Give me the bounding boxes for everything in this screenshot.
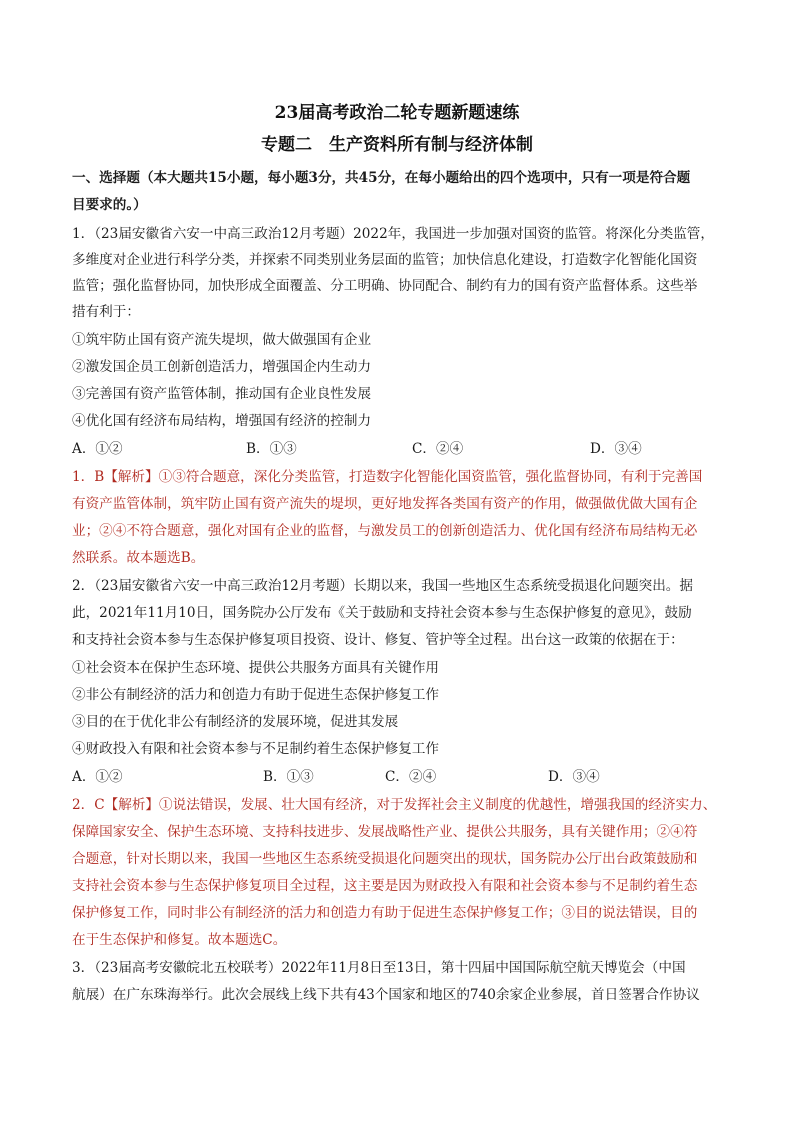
q2-option-d: D．③④ xyxy=(548,769,600,785)
q2-item: ①社会资本在保护生态环境、提供公共服务方面具有关键作用 xyxy=(72,660,440,676)
q2-answer-line: 在于生态保护和修复。故本题选C。 xyxy=(72,932,287,948)
q1-stem-line: 监管；强化监督协同，加快形成全面覆盖、分工明确、协同配合、制约有力的国有资产监督体系。这些举 xyxy=(72,278,698,294)
q1-stem-line: 1．（23届安徽省六安一中高三政治12月考题）2022年，我国进一步加强对国资的监管。将深化分类监管， xyxy=(72,226,714,242)
q2-answer-line: 保护修复工作，同时非公有制经济的活力和创造力有助于促进生态保护修复工作；③目的说法错误，目的 xyxy=(72,905,698,921)
q1-item: ③完善国有资产监管体制，推动国有企业良性发展 xyxy=(72,386,372,402)
q1-option-d: D．③④ xyxy=(590,441,642,457)
q2-item: ②非公有制经济的活力和创造力有助于促进生态保护修复工作 xyxy=(72,687,440,703)
q2-stem-line: 和支持社会资本参与生态保护修复项目投资、设计、修复、管护等全过程。出台这一政策的依据在于： xyxy=(72,632,684,648)
q1-stem-line: 措有利于： xyxy=(72,304,140,320)
page-subtitle: 专题二 生产资料所有制与经济体制 xyxy=(261,135,533,155)
q1-answer-line: 有资产监管体制，筑牢防止国有资产流失的堤坝，更好地发挥各类国有资产的作用，做强做优做大国有企 xyxy=(72,496,698,512)
q1-option-c: C．②④ xyxy=(412,441,464,457)
q2-stem-line: 此，2021年11月10日，国务院办公厅发布《关于鼓励和支持社会资本参与生态保护修复的意见》，鼓励 xyxy=(72,605,692,621)
section-heading-line-1: 一、选择题（本大题共15小题，每小题3分，共45分，在每小题给出的四个选项中，只有一项是符合题 xyxy=(72,170,691,186)
q1-option-a: A．①② xyxy=(72,441,123,457)
q3-stem-line: 航展）在广东珠海举行。此次会展线上线下共有43个国家和地区的740余家企业参展，首日签署合作协议 xyxy=(72,987,700,1003)
page-title: 23届高考政治二轮专题新题速练 xyxy=(274,103,520,123)
q1-option-b: B．①③ xyxy=(246,441,297,457)
q2-item: ③目的在于优化非公有制经济的发展环境，促进其发展 xyxy=(72,714,399,730)
section-heading-line-2: 目要求的。） xyxy=(72,197,147,213)
q1-item: ④优化国有经济布局结构，增强国有经济的控制力 xyxy=(72,413,372,429)
q2-stem-line: 2．（23届安徽省六安一中高三政治12月考题）长期以来，我国一些地区生态系统受损退化问题突出。据 xyxy=(72,578,693,594)
q1-item: ①筑牢防止国有资产流失堤坝，做大做强国有企业 xyxy=(72,332,372,348)
q1-stem-line: 多维度对企业进行科学分类，并探索不同类别业务层面的监管；加快信息化建设，打造数字化智能化国资 xyxy=(72,252,698,268)
q1-answer-line: 业；②④不符合题意，强化对国有企业的监督，与激发员工的创新创造活力、优化国有经济布局结构无必 xyxy=(72,523,698,539)
q2-answer-line: 2．C【解析】①说法错误，发展、壮大国有经济，对于发挥社会主义制度的优越性，增强我国的经济实力、 xyxy=(72,797,717,813)
q2-option-b: B．①③ xyxy=(263,769,314,785)
q3-stem-line: 3．（23届高考安徽皖北五校联考）2022年11月8日至13日，第十四届中国国际航空航天博览会（中国 xyxy=(72,960,686,976)
q1-answer-line: 1．B【解析】①③符合题意，深化分类监管，打造数字化智能化国资监管，强化监督协同，有利于完善国 xyxy=(72,469,703,485)
q2-item: ④财政投入有限和社会资本参与不足制约着生态保护修复工作 xyxy=(72,741,440,757)
q2-answer-line: 支持社会资本参与生态保护修复项目全过程，这主要是因为财政投入有限和社会资本参与不足制约着生态 xyxy=(72,878,698,894)
q2-answer-line: 保障国家安全、保护生态环境、支持科技进步、发展战略性产业、提供公共服务，具有关键作用；②④符 xyxy=(72,824,698,840)
q1-answer-line: 然联系。故本题选B。 xyxy=(72,550,205,566)
q2-answer-line: 合题意，针对长期以来，我国一些地区生态系统受损退化问题突出的现状，国务院办公厅出台政策鼓励和 xyxy=(72,851,698,867)
q2-option-c: C．②④ xyxy=(385,769,437,785)
q1-item: ②激发国企员工创新创造活力，增强国企内生动力 xyxy=(72,359,372,375)
q2-option-a: A．①② xyxy=(72,769,123,785)
